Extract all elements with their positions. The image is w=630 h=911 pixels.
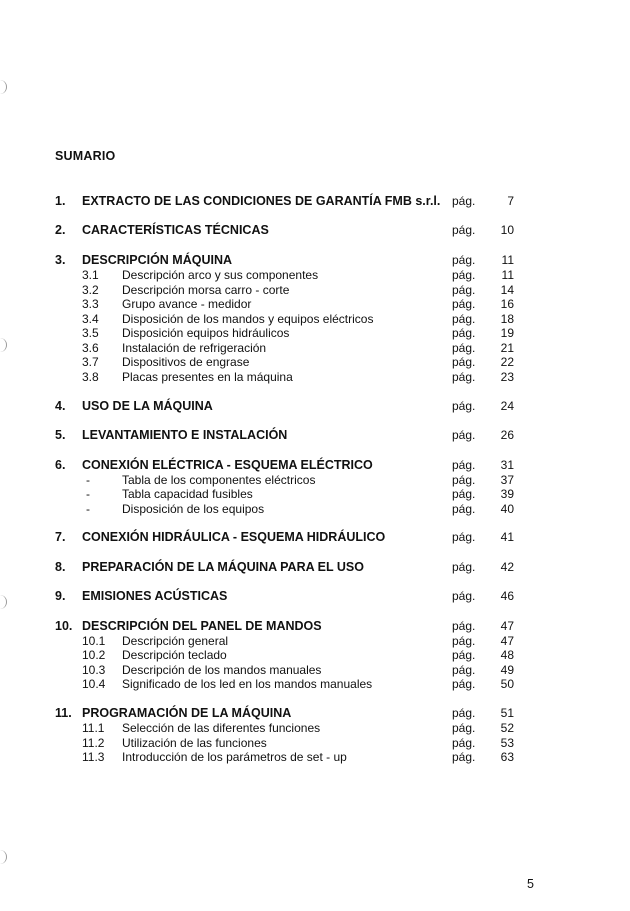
toc-entry-page-label: pág. (452, 253, 476, 267)
toc-entry-page-label: pág. (452, 194, 476, 208)
toc-entry (0, 326, 630, 341)
toc-entry-title: Descripción de los mandos manuales (122, 663, 322, 677)
toc-entry-number: 10.4 (82, 677, 106, 691)
toc-entry (0, 458, 630, 473)
toc-entry (0, 721, 630, 736)
toc-entry (0, 253, 630, 268)
toc-entry (0, 619, 630, 634)
toc-entry-title: Instalación de refrigeración (122, 341, 267, 355)
toc-entry-number: 3.1 (82, 268, 99, 282)
toc-entry-number: 11.3 (82, 750, 105, 764)
toc-entry-number: 3. (55, 253, 66, 267)
toc-entry-title: Introducción de los parámetros de set - up (122, 750, 347, 764)
toc-entry (0, 530, 630, 545)
toc-entry-title: USO DE LA MÁQUINA (82, 399, 213, 413)
toc-entry-number: 11.1 (82, 721, 105, 735)
toc-entry-number: 3.8 (82, 370, 99, 384)
toc-entry-page-label: pág. (452, 589, 476, 603)
toc-entry-number: 10.3 (82, 663, 106, 677)
toc-entry-number: 6. (55, 458, 66, 472)
toc-entry-page-label: pág. (452, 355, 476, 369)
toc-entry-page-label: pág. (452, 458, 476, 472)
toc-entry (0, 428, 630, 443)
toc-entry-title: Descripción morsa carro - corte (122, 283, 290, 297)
toc-entry-number: - (86, 473, 90, 487)
toc-entry-page-number: 18 (500, 312, 514, 326)
toc-entry (0, 283, 630, 298)
toc-entry-page-number: 39 (500, 487, 514, 501)
toc-entry-page-number: 53 (500, 736, 514, 750)
toc-entry-page-label: pág. (452, 326, 476, 340)
toc-entry-number: 3.5 (82, 326, 99, 340)
toc-entry (0, 297, 630, 312)
toc-entry-page-label: pág. (452, 677, 476, 691)
toc-entry (0, 589, 630, 604)
toc-entry-title: Selección de las diferentes funciones (122, 721, 321, 735)
toc-entry-page-number: 52 (500, 721, 514, 735)
toc-entry-number: 7. (55, 530, 66, 544)
toc-entry-title: Disposición de los mandos y equipos eléctricos (122, 312, 374, 326)
toc-entry-page-label: pág. (452, 283, 476, 297)
toc-entry-page-number: 10 (500, 223, 514, 237)
toc-entry-page-number: 31 (500, 458, 514, 472)
toc-entry-title: Disposición de los equipos (122, 502, 265, 516)
toc-entry-page-label: pág. (452, 297, 476, 311)
toc-entry-page-number: 41 (500, 530, 514, 544)
toc-entry-page-number: 26 (500, 428, 514, 442)
toc-entry-number: 5. (55, 428, 66, 442)
toc-entry-page-label: pág. (452, 648, 476, 662)
toc-entry (0, 677, 630, 692)
toc-entry-number: 10.1 (82, 634, 106, 648)
toc-entry-number: 2. (55, 223, 66, 237)
toc-entry-page-number: 63 (500, 750, 514, 764)
toc-entry-title: Disposición equipos hidráulicos (122, 326, 290, 340)
toc-entry-number: 11.2 (82, 736, 105, 750)
toc-entry-page-number: 47 (500, 634, 514, 648)
toc-entry (0, 706, 630, 721)
toc-entry (0, 648, 630, 663)
toc-entry (0, 473, 630, 488)
toc-entry-number: 10.2 (82, 648, 106, 662)
toc-entry-page-label: pág. (452, 399, 476, 413)
toc-entry-number: - (86, 487, 90, 501)
toc-entry-number: 3.3 (82, 297, 99, 311)
toc-entry-page-number: 49 (500, 663, 514, 677)
toc-entry-title: EMISIONES ACÚSTICAS (82, 589, 228, 603)
toc-entry-number: - (86, 502, 90, 516)
toc-entry-title: PROGRAMACIÓN DE LA MÁQUINA (82, 706, 292, 720)
toc-entry (0, 370, 630, 385)
toc-entry-title: Significado de los led en los mandos manuales (122, 677, 373, 691)
toc-entry-number: 3.7 (82, 355, 99, 369)
toc-entry-title: Descripción general (122, 634, 229, 648)
toc-entry-page-number: 7 (507, 194, 514, 208)
toc-entry-title: CONEXIÓN ELÉCTRICA - ESQUEMA ELÉCTRICO (82, 458, 373, 472)
toc-entry-number: 8. (55, 560, 66, 574)
toc-entry-page-label: pág. (452, 736, 476, 750)
toc-entry-page-label: pág. (452, 560, 476, 574)
toc-entry-number: 4. (55, 399, 66, 413)
toc-entry-page-number: 51 (500, 706, 514, 720)
toc-entry-page-label: pág. (452, 502, 476, 516)
toc-entry (0, 560, 630, 575)
toc-entry-page-label: pág. (452, 268, 476, 282)
toc-entry-number: 3.6 (82, 341, 99, 355)
toc-entry (0, 736, 630, 751)
toc-heading: SUMARIO (55, 149, 116, 163)
toc-entry (0, 341, 630, 356)
toc-entry (0, 268, 630, 283)
toc-entry-page-label: pág. (452, 312, 476, 326)
toc-entry (0, 487, 630, 502)
toc-entry-title: Dispositivos de engrase (122, 355, 250, 369)
toc-entry-page-number: 50 (500, 677, 514, 691)
toc-entry (0, 194, 630, 209)
toc-entry (0, 355, 630, 370)
toc-entry-page-number: 48 (500, 648, 514, 662)
toc-entry-number: 9. (55, 589, 66, 603)
toc-entry-title: LEVANTAMIENTO E INSTALACIÓN (82, 428, 288, 442)
toc-entry-page-number: 19 (500, 326, 514, 340)
toc-entry (0, 223, 630, 238)
toc-entry-page-label: pág. (452, 721, 476, 735)
toc-entry-title: CARACTERÍSTICAS TÉCNICAS (82, 223, 269, 237)
toc-entry-title: CONEXIÓN HIDRÁULICA - ESQUEMA HIDRÁULICO (82, 530, 386, 544)
toc-entry (0, 750, 630, 765)
toc-entry-page-label: pág. (452, 341, 476, 355)
toc-entry-page-number: 46 (500, 589, 514, 603)
toc-entry-page-label: pág. (452, 634, 476, 648)
toc-entry-page-label: pág. (452, 706, 476, 720)
toc-entry-title: Descripción teclado (122, 648, 227, 662)
toc-entry-page-number: 22 (500, 355, 514, 369)
toc-entry-page-number: 21 (500, 341, 514, 355)
toc-entry-page-number: 11 (501, 253, 514, 267)
toc-entry-page-number: 40 (500, 502, 514, 516)
toc-entry (0, 502, 630, 517)
toc-entry-title: Descripción arco y sus componentes (122, 268, 319, 282)
page-number: 5 (527, 877, 534, 891)
toc-entry-number: 1. (55, 194, 66, 208)
toc-entry-page-label: pág. (452, 223, 476, 237)
toc-entry-page-number: 24 (500, 399, 514, 413)
toc-entry-title: Tabla capacidad fusibles (122, 487, 253, 501)
toc-entry-number: 3.4 (82, 312, 99, 326)
toc-entry-number: 10. (55, 619, 73, 633)
toc-entry (0, 663, 630, 678)
toc-entry-title: Tabla de los componentes eléctricos (122, 473, 316, 487)
toc-entry-page-number: 47 (500, 619, 514, 633)
toc-entry-title: EXTRACTO DE LAS CONDICIONES DE GARANTÍA FMB s.r.l. (82, 194, 441, 208)
toc-entry-title: PREPARACIÓN DE LA MÁQUINA PARA EL USO (82, 560, 364, 574)
toc-entry-title: Placas presentes en la máquina (122, 370, 293, 384)
toc-entry-page-label: pág. (452, 663, 476, 677)
toc-entry-page-label: pág. (452, 473, 476, 487)
toc-entry-title: DESCRIPCIÓN DEL PANEL DE MANDOS (82, 619, 322, 633)
toc-entry-page-label: pág. (452, 750, 476, 764)
toc-entry-title: Grupo avance - medidor (122, 297, 252, 311)
toc-entry-number: 11. (55, 706, 72, 720)
toc-entry-page-label: pág. (452, 370, 476, 384)
toc-entry (0, 634, 630, 649)
toc-entry-page-number: 37 (500, 473, 514, 487)
toc-entry-title: DESCRIPCIÓN MÁQUINA (82, 253, 233, 267)
toc-entry-page-label: pág. (452, 530, 476, 544)
toc-entry-title: Utilización de las funciones (122, 736, 267, 750)
toc-entry-number: 3.2 (82, 283, 99, 297)
toc-entry-page-label: pág. (452, 428, 476, 442)
toc-entry-page-number: 11 (501, 268, 514, 282)
toc-entry-page-label: pág. (452, 487, 476, 501)
toc-entry (0, 399, 630, 414)
toc-entry-page-label: pág. (452, 619, 476, 633)
toc-entry-page-number: 16 (500, 297, 514, 311)
toc-entry (0, 312, 630, 327)
toc-entry-page-number: 23 (500, 370, 514, 384)
toc-entry-page-number: 42 (500, 560, 514, 574)
toc-entry-page-number: 14 (500, 283, 514, 297)
